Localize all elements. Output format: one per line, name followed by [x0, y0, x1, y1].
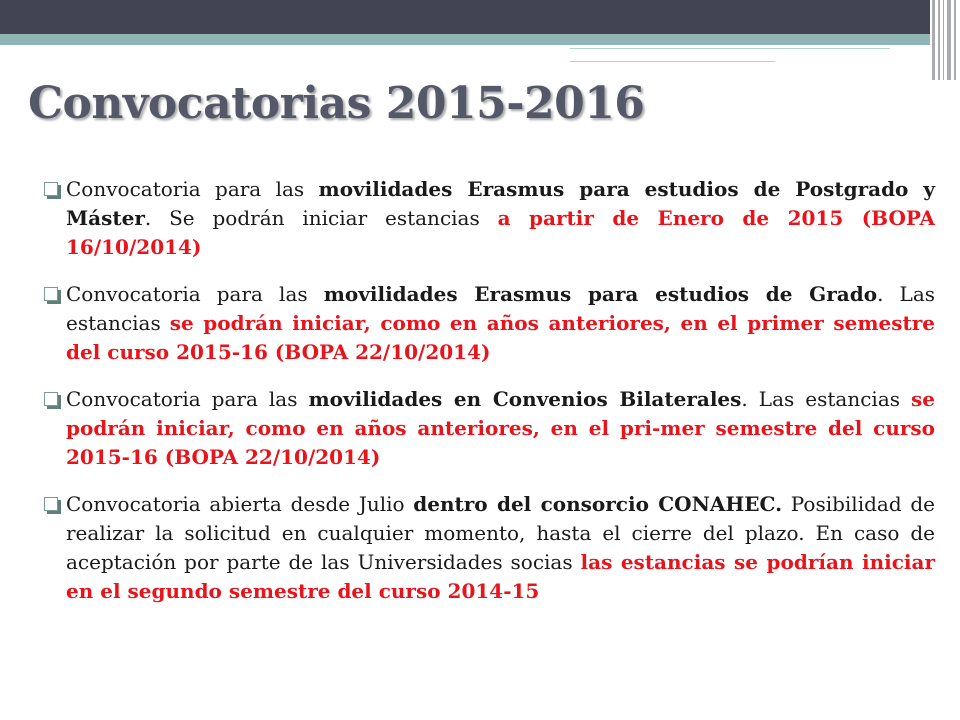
bullet-item [40, 385, 935, 472]
text-run: . Se podrán iniciar estancias [144, 206, 498, 230]
bullet-item [40, 280, 935, 367]
text-run: Convocatoria para las [66, 177, 319, 201]
decorative-line [570, 61, 775, 62]
checkbox-square-icon [44, 392, 58, 406]
highlight-run: se podrán iniciar, como en años anteriores, en el primer semestre del curso 2015-16 (BOPA 22/10/2014) [66, 311, 935, 364]
slide-title: Convocatorias 2015-2016 [28, 78, 645, 129]
decorative-stripe [932, 0, 935, 80]
highlight-run: a partir de Enero de 2015 (BOPA 16/10/2014) [66, 206, 935, 259]
checkbox-square-icon [44, 497, 58, 511]
decorative-stripe [938, 0, 940, 80]
bold-run: movilidades Erasmus para estudios de Grado [323, 282, 878, 306]
bullet-list [40, 175, 935, 624]
checkbox-square-icon [44, 182, 58, 196]
decorative-stripe [943, 0, 944, 80]
text-run: . Las estancias [66, 282, 936, 335]
decorative-stripe [954, 0, 956, 80]
bullet-item [40, 175, 935, 262]
text-run: . Las estancias [741, 387, 912, 411]
text-run: Convocatoria para las [66, 387, 309, 411]
bullet-text [66, 385, 935, 472]
text-run: Posibilidad de realizar la solicitud en cualquier momento, hasta el cierre del plazo. En caso de aceptación por parte de las Universidades socias [66, 492, 935, 574]
bullet-text [66, 175, 935, 262]
highlight-run: se podrán iniciar, como en años anteriores, en el pri-mer semestre del curso 2015-16 (BOPA 22/10/2014) [66, 387, 935, 469]
top-banner-bar [0, 0, 930, 34]
teal-accent-bar [0, 34, 930, 45]
bullet-item [40, 490, 935, 606]
bold-run: dentro del consorcio CONAHEC. [413, 492, 783, 516]
text-run: Convocatoria para las [66, 282, 324, 306]
bold-run: movilidades en Convenios Bilaterales [308, 387, 742, 411]
bold-run: movilidades Erasmus para estudios de Postgrado y Máster [66, 177, 935, 230]
text-run: Convocatoria abierta desde Julio [66, 492, 414, 516]
highlight-run: las estancias se podrían iniciar en el segundo semestre del curso 2014-15 [66, 550, 935, 603]
decorative-line [570, 48, 890, 49]
checkbox-square-icon [44, 287, 58, 301]
decorative-stripe [947, 0, 951, 80]
bullet-text [66, 280, 935, 367]
bullet-text [66, 490, 935, 606]
